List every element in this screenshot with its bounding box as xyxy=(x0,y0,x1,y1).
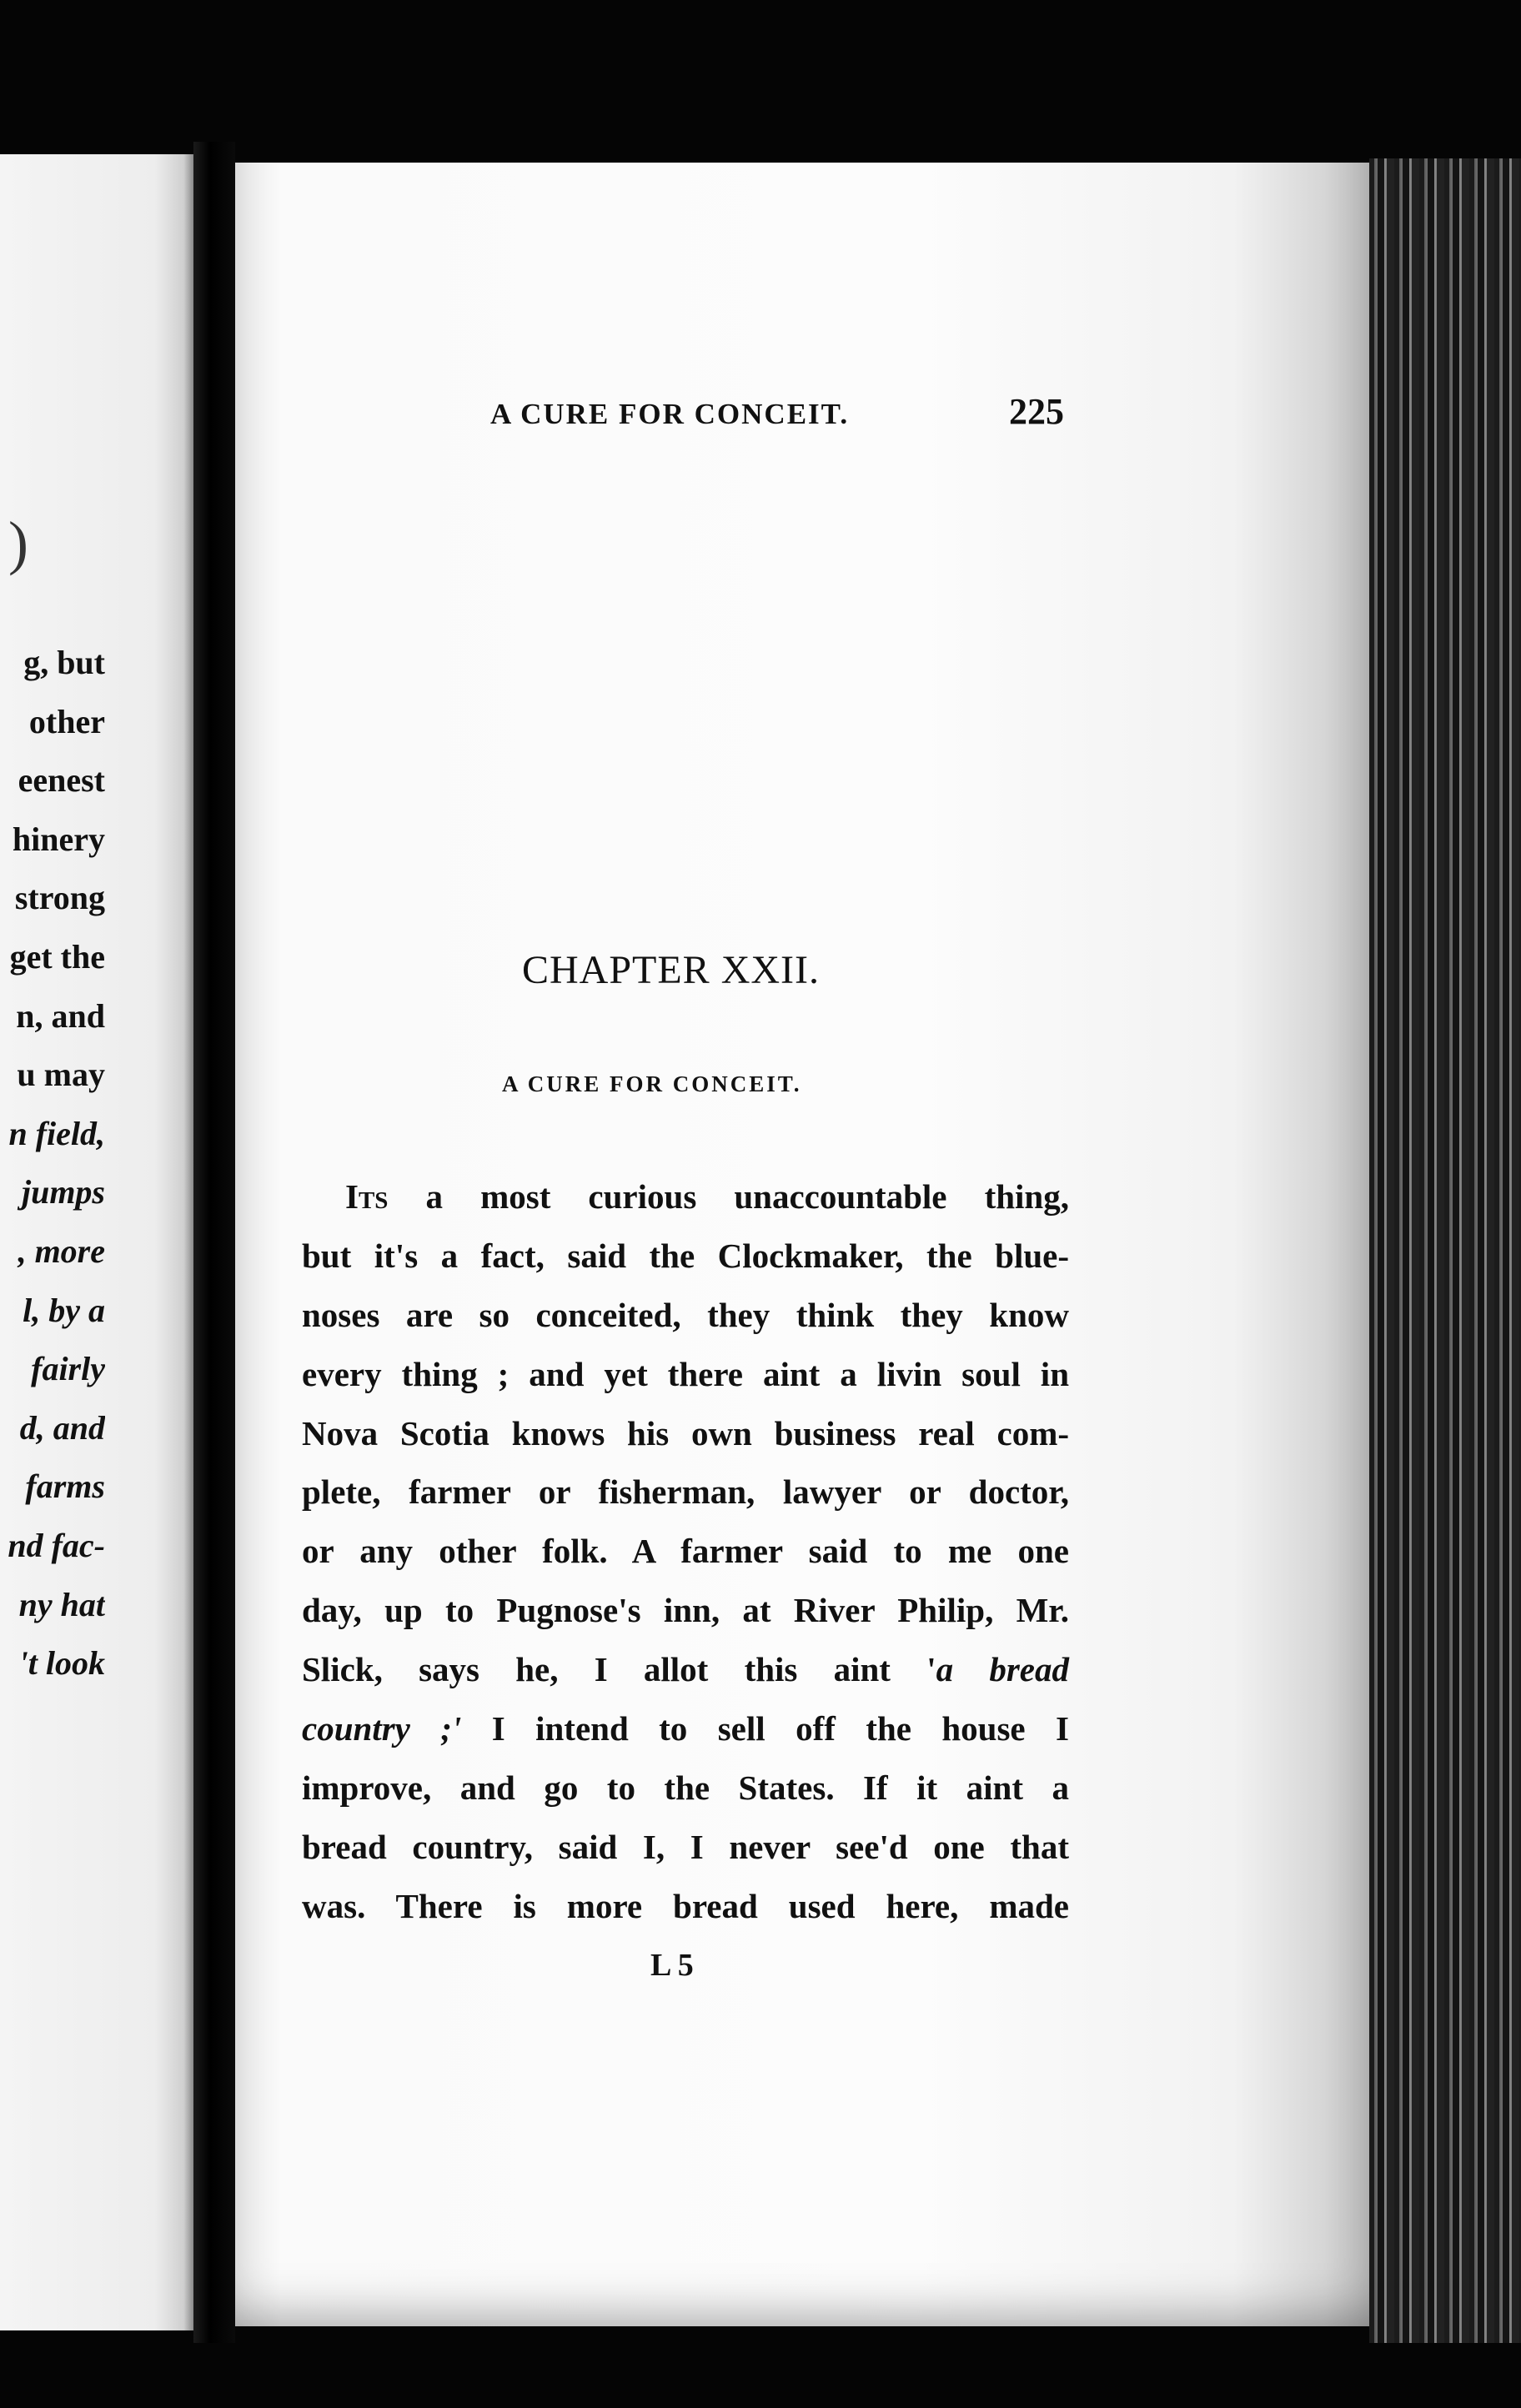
left-page xyxy=(0,154,193,2330)
first-word: Its xyxy=(345,1177,389,1216)
left-page-line: other xyxy=(28,702,105,740)
body-line: day, up to Pugnose's inn, at River Philip, Mr. xyxy=(302,1591,1069,1630)
body-line: bread country, said I, I never see'd one that xyxy=(302,1827,1069,1866)
left-page-line: g, but xyxy=(23,644,105,681)
body-line: was. There is more bread used here, made xyxy=(302,1886,1069,1925)
left-page-line: hinery xyxy=(12,820,105,858)
page-edges xyxy=(1369,158,1521,2343)
left-page-line: strong xyxy=(14,879,105,917)
left-page-line: nd fac- xyxy=(8,1526,105,1564)
left-page-line: fairly xyxy=(31,1350,105,1388)
chapter-subtitle: A CURE FOR CONCEIT. xyxy=(502,1071,802,1096)
signature-mark: L 5 xyxy=(650,1948,694,1983)
body-line: every thing ; and yet there aint a livin soul in xyxy=(302,1354,1069,1393)
body-line: Slick, says he, I allot this aint 'a bread xyxy=(302,1650,1070,1689)
body-line: plete, farmer or fisherman, lawyer or doctor, xyxy=(302,1472,1069,1512)
left-page-line: d, and xyxy=(19,1408,105,1447)
left-page-text xyxy=(0,634,105,1693)
page-number: 225 xyxy=(1009,391,1064,432)
left-page-line: farms xyxy=(25,1467,105,1506)
body-line: Its a most curious unaccountable thing, xyxy=(345,1177,1069,1216)
body-line: or any other folk. A farmer said to me one xyxy=(302,1532,1069,1571)
left-page-line: n, and xyxy=(16,996,105,1035)
left-page-line: jumps xyxy=(21,1173,105,1212)
left-page-line: ny hat xyxy=(18,1585,105,1623)
body-line: Nova Scotia knows his own business real com- xyxy=(302,1413,1069,1452)
body-line: but it's a fact, said the Clockmaker, the blue- xyxy=(302,1236,1069,1275)
chapter-title: CHAPTER XXII. xyxy=(522,948,820,992)
body-line: improve, and go to the States. If it aint a xyxy=(302,1768,1069,1807)
book-gutter xyxy=(193,142,235,2343)
left-page-line: eenest xyxy=(18,761,105,800)
body-line: country ;' I intend to sell off the house I xyxy=(302,1709,1069,1748)
left-page-line: , more xyxy=(18,1232,105,1270)
body-paragraph xyxy=(302,1167,1069,1936)
left-page-line: get the xyxy=(9,937,105,976)
body-line: noses are so conceited, they think they know xyxy=(302,1295,1069,1334)
left-page-line: u may xyxy=(17,1056,105,1094)
left-page-line: l, by a xyxy=(23,1291,105,1329)
left-page-bracket: ) xyxy=(8,509,28,576)
left-page-line: 't look xyxy=(18,1644,105,1683)
left-page-line: n field, xyxy=(8,1114,105,1152)
running-head: A CURE FOR CONCEIT. xyxy=(490,398,850,430)
